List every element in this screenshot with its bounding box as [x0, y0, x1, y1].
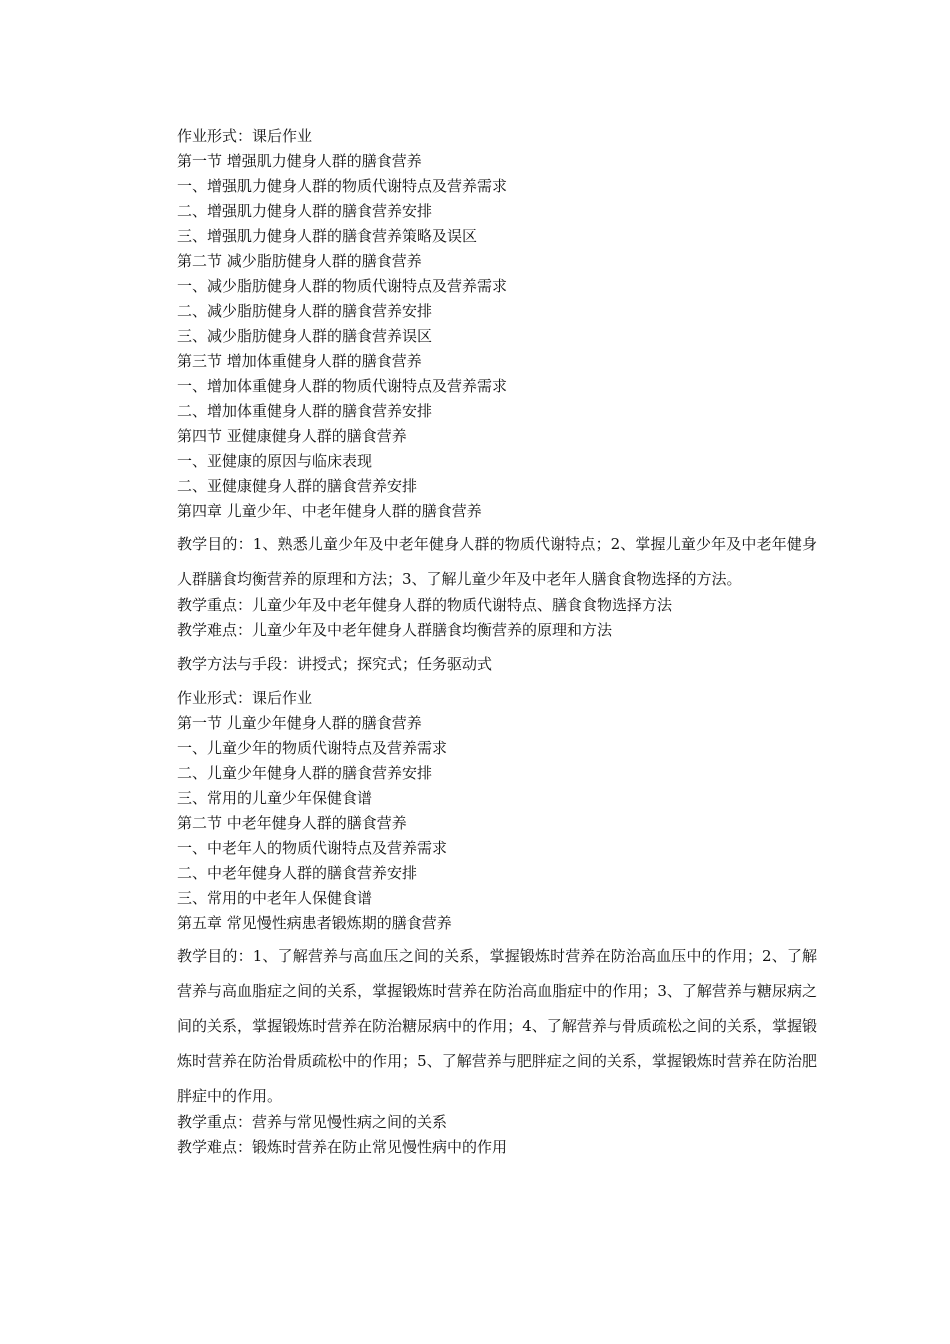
- subsection-item: 一、减少脂肪健身人群的物质代谢特点及营养需求: [177, 277, 508, 295]
- subsection-item: 二、增加体重健身人群的膳食营养安排: [177, 402, 433, 420]
- subsection-item: 二、儿童少年健身人群的膳食营养安排: [177, 764, 433, 782]
- teaching-key-point: 教学重点：营养与常见慢性病之间的关系: [177, 1113, 448, 1131]
- teaching-difficulty: 教学难点：锻炼时营养在防止常见慢性病中的作用: [177, 1138, 508, 1156]
- teaching-difficulty: 教学难点：儿童少年及中老年健身人群膳食均衡营养的原理和方法: [177, 621, 613, 639]
- section-heading: 第一节 儿童少年健身人群的膳食营养: [177, 714, 422, 732]
- homework-form: 作业形式：课后作业: [177, 689, 313, 707]
- subsection-item: 二、增强肌力健身人群的膳食营养安排: [177, 202, 433, 220]
- teaching-goal-paragraph: 教学目的：1、熟悉儿童少年及中老年健身人群的物质代谢特点；2、掌握儿童少年及中老年健身人群膳食均衡营养的原理和方法；3、了解儿童少年及中老年人膳食食物选择的方法。: [177, 535, 817, 588]
- teaching-methods: 教学方法与手段：讲授式；探究式；任务驱动式: [177, 655, 493, 673]
- chapter-heading: 第五章 常见慢性病患者锻炼期的膳食营养: [177, 914, 452, 932]
- section-heading: 第四节 亚健康健身人群的膳食营养: [177, 427, 407, 445]
- subsection-item: 三、常用的儿童少年保健食谱: [177, 789, 373, 807]
- chapter-heading: 第四章 儿童少年、中老年健身人群的膳食营养: [177, 502, 482, 520]
- teaching-goal-paragraph: 教学目的：1、了解营养与高血压之间的关系，掌握锻炼时营养在防治高血压中的作用；2、了解营养与高血脂症之间的关系，掌握锻炼时营养在防治高血脂症中的作用；3、了解营养与糖尿病之间的关系，掌握锻炼时营养在防治糖尿病中的作用；4、了解营养与骨质疏松之间的关系，掌握锻炼时营养在防治骨质疏松中的作用；5、了解营养与肥胖症之间的关系，掌握锻炼时营养在防治肥胖症中的作用。: [177, 947, 817, 1105]
- homework-form: 作业形式：课后作业: [177, 127, 313, 145]
- subsection-item: 三、增强肌力健身人群的膳食营养策略及误区: [177, 227, 478, 245]
- section-heading: 第一节 增强肌力健身人群的膳食营养: [177, 152, 422, 170]
- subsection-item: 一、增加体重健身人群的物质代谢特点及营养需求: [177, 377, 508, 395]
- subsection-item: 三、减少脂肪健身人群的膳食营养误区: [177, 327, 433, 345]
- document-body: [177, 124, 817, 1160]
- subsection-item: 一、儿童少年的物质代谢特点及营养需求: [177, 739, 448, 757]
- subsection-item: 一、亚健康的原因与临床表现: [177, 452, 373, 470]
- teaching-key-point: 教学重点：儿童少年及中老年健身人群的物质代谢特点、膳食食物选择方法: [177, 596, 673, 614]
- subsection-item: 二、中老年健身人群的膳食营养安排: [177, 864, 418, 882]
- subsection-item: 二、亚健康健身人群的膳食营养安排: [177, 477, 418, 495]
- subsection-item: 一、增强肌力健身人群的物质代谢特点及营养需求: [177, 177, 508, 195]
- subsection-item: 一、中老年人的物质代谢特点及营养需求: [177, 839, 448, 857]
- subsection-item: 二、减少脂肪健身人群的膳食营养安排: [177, 302, 433, 320]
- subsection-item: 三、常用的中老年人保健食谱: [177, 889, 373, 907]
- section-heading: 第二节 减少脂肪健身人群的膳食营养: [177, 252, 422, 270]
- section-heading: 第三节 增加体重健身人群的膳食营养: [177, 352, 422, 370]
- section-heading: 第二节 中老年健身人群的膳食营养: [177, 814, 407, 832]
